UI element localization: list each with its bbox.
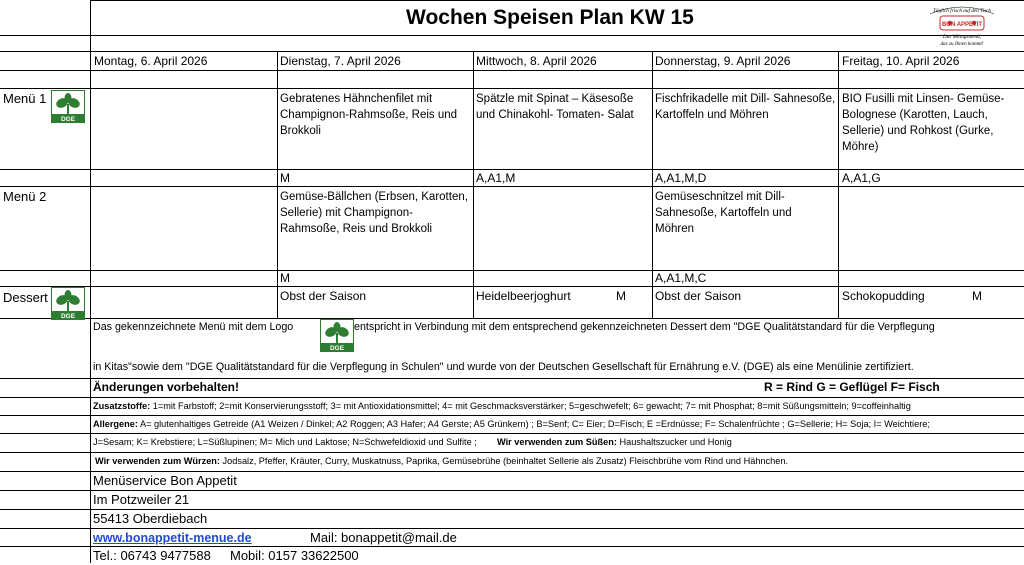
dge-notice-line2: in Kitas"sowie dem "DGE Qualitätstandard für die Verpflegung in Schulen" und wurde von der Deutschen Gesellschaft für Ernährung e.V. (DGE) als eine Menülinie zertifiziert. [93, 361, 914, 373]
meat-legend: R = Rind G = Geflügel F= Fisch [764, 380, 940, 394]
website-link[interactable]: www.bonappetit-menue.de [93, 531, 252, 545]
dessert-wednesday-code: M [616, 289, 626, 303]
dge-notice-part2: entspricht in Verbindung mit dem entsprechend gekennzeichneten Dessert dem "DGE Qualitätstandard für die Verpflegung [354, 321, 935, 333]
dge-notice-part1: Das gekennzeichnete Menü mit dem Logo [93, 321, 294, 333]
dessert-friday: Schokopudding [842, 289, 925, 303]
svg-text:DGE: DGE [60, 116, 76, 122]
allergens-line-2 [93, 437, 477, 449]
mail-address: Mail: bonappetit@mail.de [310, 530, 457, 545]
svg-text:DGE: DGE [329, 345, 345, 351]
logo-sub-1: Das Mittagsmenü, [942, 34, 982, 40]
phone-number: Tel.: 06743 9477588 [93, 548, 211, 563]
spices-line [95, 456, 788, 468]
dge-logo-icon [51, 287, 85, 320]
additives-line [93, 401, 911, 413]
menu1-codes-thursday: A,A1,M,D [655, 171, 707, 185]
day-header-tuesday: Dienstag, 7. April 2026 [280, 54, 401, 68]
menu2-dish-tuesday: Gemüse-Bällchen (Erbsen, Karotten, Sellerie) mit Champignon-Rahmsoße, Reis und Brokkoli [280, 191, 468, 235]
spices-text: Jodsalz, Pfeffer, Kräuter, Curry, Muskatnuss, Paprika, Gemüsebrühe (beinhaltet Sellerie als Zusatz) Fleischbrühe vom Rind und Hähnchen. [219, 456, 789, 466]
company-city: 55413 Oberdiebach [93, 511, 208, 526]
allergens-label: Allergene: [93, 419, 138, 429]
dessert-tuesday: Obst der Saison [280, 289, 367, 303]
logo-top-text: Täglich frisch auf den Tisch [933, 8, 991, 14]
menu1-codes-tuesday: M [280, 171, 290, 185]
dessert-thursday: Obst der Saison [655, 289, 742, 303]
company-name: Menüservice Bon Appetit [93, 473, 237, 488]
sweeten-text: Haushaltszucker und Honig [616, 437, 732, 447]
allergens-text2: J=Sesam; K= Krebstiere; L=Süßlupinen; M= Mich und Laktose; N=Schwefeldioxid und Sulfite ; [93, 437, 477, 447]
allergens-line [93, 419, 930, 431]
menu1-dish-tuesday: Gebratenes Hähnchenfilet mit Champignon-Rahmsoße, Reis und Brokkoli [280, 93, 458, 137]
changes-notice: Änderungen vorbehalten! [93, 380, 240, 394]
logo-sub-2: das zu Ihnen kommt! [940, 41, 984, 47]
page-title: Wochen Speisen Plan KW 15 [406, 6, 694, 29]
bon-appetit-logo [922, 2, 1002, 50]
dessert-wednesday: Heidelbeerjoghurt [476, 289, 571, 303]
menu1-dish-wednesday: Spätzle mit Spinat – Käsesoße und Chinakohl- Tomaten- Salat [476, 93, 634, 121]
menu2-codes-thursday: A,A1,M,C [655, 271, 707, 285]
menu1-codes-friday: A,A1,G [842, 171, 881, 185]
additives-label: Zusatzstoffe: [93, 401, 151, 411]
mobile-number: Mobil: 0157 33622500 [230, 548, 359, 563]
sweeten-label: Wir verwenden zum Süßen: [497, 437, 617, 447]
menu1-dish-thursday: Fischfrikadelle mit Dill- Sahnesoße, Kartoffeln und Möhren [655, 93, 836, 121]
dge-logo-icon [51, 90, 85, 123]
menu2-dish-thursday: Gemüseschnitzel mit Dill-Sahnesoße, Kartoffeln und Möhren [655, 191, 792, 235]
spices-label: Wir verwenden zum Würzen: [95, 456, 220, 466]
menu1-label: Menü 1 [3, 91, 47, 106]
menu2-codes-tuesday: M [280, 271, 290, 285]
day-header-wednesday: Mittwoch, 8. April 2026 [476, 54, 597, 68]
allergens-text1: A= glutenhaltiges Getreide (A1 Weizen / Dinkel; A2 Roggen; A3 Hafer; A4 Gerste; A5 Grünkern) ; B=Senf; C= Eier; D=Fisch; E =Erdnüsse; F= Schalenfrüchte ; G=Sellerie; H= Soja; I= Weichtiere; [137, 419, 930, 429]
menu1-dish-friday: BIO Fusilli mit Linsen- Gemüse-Bolognese (Karotten, Lauch, Sellerie) und Rohkost (Gurke, Möhre) [842, 93, 1005, 153]
sweeten-line [497, 437, 732, 449]
dessert-friday-code: M [972, 289, 982, 303]
logo-brand: BON APPETIT [941, 22, 983, 28]
svg-text:DGE: DGE [60, 313, 76, 319]
dessert-label: Dessert [3, 290, 48, 305]
additives-text: 1=mit Farbstoff; 2=mit Konservierungsstoff; 3= mit Antioxidationsmittel; 4= mit Geschmacksverstärker; 5=geschwefelt; 6= gewacht; 7= mit Phosphat; 8=mit Süßungsmitteln; 9=coffeinhaltig [150, 401, 911, 411]
menu1-codes-wednesday: A,A1,M [476, 171, 516, 185]
company-street: Im Potzweiler 21 [93, 492, 190, 507]
menu2-label: Menü 2 [3, 189, 47, 204]
day-header-monday: Montag, 6. April 2026 [94, 54, 208, 68]
dge-logo-icon [320, 319, 354, 352]
day-header-thursday: Donnerstag, 9. April 2026 [655, 54, 791, 68]
day-header-friday: Freitag, 10. April 2026 [842, 54, 960, 68]
